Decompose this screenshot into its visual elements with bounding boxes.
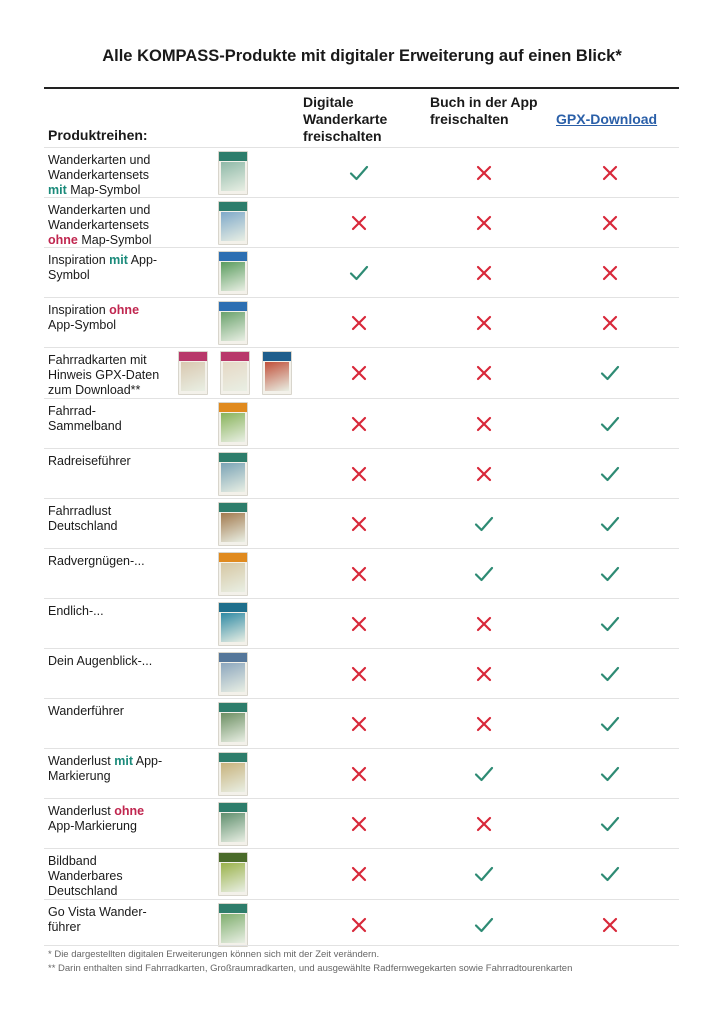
cover-band: [219, 803, 247, 812]
cover-photo: [221, 312, 245, 341]
cross-icon: [348, 915, 370, 935]
row-label: [48, 504, 208, 534]
check-icon: [599, 514, 621, 534]
bottom-divider: [44, 945, 679, 946]
cross-icon: [348, 764, 370, 784]
label-text: Dein Augenblick-...: [48, 654, 153, 668]
product-cover-image: [218, 652, 248, 696]
label-text: App-Symbol: [48, 318, 117, 333]
label-text: Bildband: [48, 854, 97, 869]
label-text: Hinweis GPX-Daten: [48, 368, 160, 383]
footnote-2: ** Darin enthalten sind Fahrradkarten, Großraumradkarten, und ausgewählte Radfernwegekarten sowie Fahrradtourenkarten: [48, 963, 573, 974]
row-label-line: [48, 854, 208, 869]
row-label-line: [48, 905, 208, 920]
label-text: Radvergnügen-...: [48, 553, 145, 568]
table-row: [44, 648, 679, 698]
row-label: [48, 704, 208, 719]
label-text: Fahrrad-: [48, 403, 96, 418]
cross-icon: [473, 464, 495, 484]
footnote-1: * Die dargestellten digitalen Erweiterungen können sich mit der Zeit verändern.: [48, 949, 380, 960]
product-cover-image: [218, 452, 248, 496]
product-cover-image: [220, 351, 250, 395]
label-text: Fahrradkarten mit: [48, 353, 147, 368]
cover-band: [219, 904, 247, 913]
label-text: Sammelband: [48, 418, 122, 433]
row-label-line: [48, 884, 208, 899]
table-row: [44, 899, 679, 949]
label-text: Markierung: [48, 769, 111, 784]
cross-icon: [473, 213, 495, 233]
label-text: Wanderlust: [48, 804, 115, 819]
cover-photo: [221, 613, 245, 642]
check-icon: [348, 163, 370, 183]
cover-photo: [221, 463, 245, 492]
cross-icon: [599, 213, 621, 233]
cover-photo: [221, 813, 245, 842]
cross-icon: [473, 313, 495, 333]
table-row: [44, 347, 679, 397]
cross-icon: [473, 814, 495, 834]
check-icon: [599, 664, 621, 684]
cross-icon: [348, 664, 370, 684]
label-text: Radreiseführer: [48, 453, 131, 468]
highlight-mit: mit: [48, 183, 67, 197]
check-icon: [473, 564, 495, 584]
header-digital-map-line: Digitale: [303, 94, 354, 110]
row-label: [48, 153, 208, 198]
product-cover-image: [218, 251, 248, 295]
check-icon: [473, 514, 495, 534]
row-label-line: [48, 769, 208, 784]
check-icon: [473, 915, 495, 935]
row-label: [48, 654, 208, 669]
label-text: Endlich-...: [48, 603, 104, 618]
cover-band: [219, 152, 247, 161]
cover-band: [219, 703, 247, 712]
row-label-line: [48, 183, 208, 198]
row-label: [48, 303, 208, 333]
table-row: [44, 147, 679, 197]
page-title: Alle KOMPASS-Produkte mit digitaler Erweiterung auf einen Blick*: [102, 47, 622, 65]
cross-icon: [348, 213, 370, 233]
row-label-line: [48, 804, 208, 819]
cross-icon: [473, 414, 495, 434]
row-label: [48, 604, 208, 619]
cross-icon: [348, 514, 370, 534]
label-text: Deutschland: [48, 518, 118, 533]
row-label-line: [48, 519, 208, 534]
cover-band: [219, 302, 247, 311]
label-text: Wanderkartensets: [48, 168, 149, 182]
product-cover-image: [218, 301, 248, 345]
check-icon: [473, 764, 495, 784]
row-label-line: [48, 203, 208, 218]
row-label: [48, 203, 208, 248]
row-label: [48, 554, 208, 569]
row-label-line: [48, 318, 208, 333]
cross-icon: [348, 564, 370, 584]
product-cover-image: [218, 802, 248, 846]
row-label-line: [48, 454, 208, 469]
label-text: Deutschland: [48, 884, 118, 899]
cross-icon: [473, 714, 495, 734]
cross-icon: [473, 163, 495, 183]
cover-band: [221, 352, 249, 361]
header-book-in-app-line: Buch in der App: [430, 94, 538, 110]
cross-icon: [473, 664, 495, 684]
label-text: Wanderkarten und: [48, 203, 151, 218]
label-text: Inspiration: [48, 253, 110, 268]
cover-band: [219, 252, 247, 261]
top-divider: [44, 87, 679, 89]
cover-photo: [181, 362, 205, 391]
table-row: [44, 848, 679, 898]
table-row: [44, 448, 679, 498]
check-icon: [599, 564, 621, 584]
table-row: [44, 798, 679, 848]
header-book-in-app-line: freischalten: [430, 111, 509, 127]
cover-band: [219, 553, 247, 562]
label-text: Wanderkarten und: [48, 153, 151, 167]
highlight-ohne: ohne: [48, 233, 78, 248]
label-text: Map-Symbol: [66, 183, 141, 197]
header-book-in-app: [430, 94, 550, 128]
row-label-line: [48, 268, 208, 283]
row-label-line: [48, 654, 208, 669]
cover-photo: [223, 362, 247, 391]
check-icon: [599, 714, 621, 734]
highlight-mit: mit: [109, 253, 128, 268]
label-text: Wanderführer: [48, 704, 124, 719]
table-row: [44, 748, 679, 798]
row-label-line: [48, 303, 208, 318]
cover-photo: [221, 863, 245, 892]
row-label-line: [48, 604, 208, 619]
cover-photo: [221, 763, 245, 792]
check-icon: [599, 414, 621, 434]
gpx-download-link[interactable]: GPX-Download: [556, 111, 658, 127]
cover-band: [179, 352, 207, 361]
cover-band: [219, 403, 247, 412]
product-cover-image: [218, 702, 248, 746]
product-cover-image: [218, 402, 248, 446]
row-label: [48, 253, 208, 283]
cross-icon: [599, 313, 621, 333]
cover-band: [219, 853, 247, 862]
check-icon: [599, 864, 621, 884]
row-label-line: [48, 419, 208, 434]
label-text: Inspiration: [48, 303, 110, 318]
header-product-series: Produktreihen:: [48, 127, 148, 143]
table-row: [44, 498, 679, 548]
product-cover-image: [218, 852, 248, 896]
cross-icon: [473, 363, 495, 383]
product-cover-image: [218, 201, 248, 245]
cover-photo: [221, 262, 245, 291]
cover-band: [219, 453, 247, 462]
row-label-line: [48, 504, 208, 519]
label-text: führer: [48, 919, 81, 934]
row-label-line: [48, 819, 208, 834]
product-cover-image: [262, 351, 292, 395]
cross-icon: [348, 313, 370, 333]
table-row: [44, 398, 679, 448]
cover-band: [219, 603, 247, 612]
product-cover-image: [218, 903, 248, 947]
cover-photo: [221, 563, 245, 592]
row-label-line: [48, 253, 208, 268]
check-icon: [599, 363, 621, 383]
table-row: [44, 698, 679, 748]
cover-band: [263, 352, 291, 361]
cross-icon: [348, 814, 370, 834]
highlight-mit: mit: [114, 754, 133, 769]
cross-icon: [348, 363, 370, 383]
product-cover-image: [218, 151, 248, 195]
row-label-line: [48, 920, 208, 935]
label-text: zum Download**: [48, 383, 141, 398]
label-text: Fahrradlust: [48, 503, 112, 518]
row-label: [48, 454, 208, 469]
header-digital-map-line: freischalten: [303, 128, 382, 144]
label-text: Go Vista Wander-: [48, 904, 147, 919]
product-cover-image: [218, 602, 248, 646]
cover-photo: [221, 513, 245, 542]
cross-icon: [599, 163, 621, 183]
product-cover-image: [218, 552, 248, 596]
label-text: App-Markierung: [48, 819, 137, 834]
table-row: [44, 247, 679, 297]
check-icon: [473, 864, 495, 884]
row-label: [48, 754, 208, 784]
row-label-line: [48, 704, 208, 719]
label-text: App-: [132, 754, 163, 769]
product-cover-image: [178, 351, 208, 395]
label-text: Wanderlust: [48, 754, 115, 769]
label-text: Map-Symbol: [77, 233, 152, 248]
label-text: Symbol: [48, 268, 90, 283]
cover-photo: [221, 914, 245, 943]
row-label-line: [48, 233, 208, 248]
label-text: App-: [127, 253, 158, 268]
product-cover-image: [218, 502, 248, 546]
cross-icon: [348, 414, 370, 434]
highlight-ohne: ohne: [109, 303, 140, 318]
check-icon: [599, 764, 621, 784]
cover-photo: [221, 713, 245, 742]
cover-band: [219, 653, 247, 662]
table-row: [44, 297, 679, 347]
check-icon: [348, 263, 370, 283]
product-cover-image: [218, 752, 248, 796]
check-icon: [599, 614, 621, 634]
header-digital-map-line: Wanderkarte: [303, 111, 388, 127]
cover-photo: [221, 413, 245, 442]
highlight-ohne: ohne: [114, 804, 145, 819]
cover-band: [219, 503, 247, 512]
check-icon: [599, 814, 621, 834]
label-text: Wanderkartensets: [48, 218, 149, 233]
cross-icon: [348, 864, 370, 884]
cover-photo: [265, 362, 289, 391]
header-digital-map: [303, 94, 423, 145]
cross-icon: [348, 464, 370, 484]
cross-icon: [348, 614, 370, 634]
row-label-line: [48, 554, 208, 569]
cross-icon: [473, 263, 495, 283]
cross-icon: [348, 714, 370, 734]
row-label: [48, 804, 208, 834]
row-label-line: [48, 168, 208, 183]
table-row: [44, 598, 679, 648]
row-label-line: [48, 404, 208, 419]
row-label: [48, 854, 208, 899]
row-label-line: [48, 754, 208, 769]
row-label: [48, 905, 208, 935]
check-icon: [599, 464, 621, 484]
row-label-line: [48, 218, 208, 233]
cover-photo: [221, 162, 245, 191]
row-label: [48, 404, 208, 434]
table-row: [44, 197, 679, 247]
label-text: Wanderbares: [48, 869, 123, 884]
cover-band: [219, 202, 247, 211]
row-label-line: [48, 153, 208, 168]
cover-band: [219, 753, 247, 762]
cross-icon: [599, 915, 621, 935]
table-row: [44, 548, 679, 598]
cross-icon: [599, 263, 621, 283]
row-label-line: [48, 869, 208, 884]
cover-photo: [221, 663, 245, 692]
cover-photo: [221, 212, 245, 241]
cross-icon: [473, 614, 495, 634]
